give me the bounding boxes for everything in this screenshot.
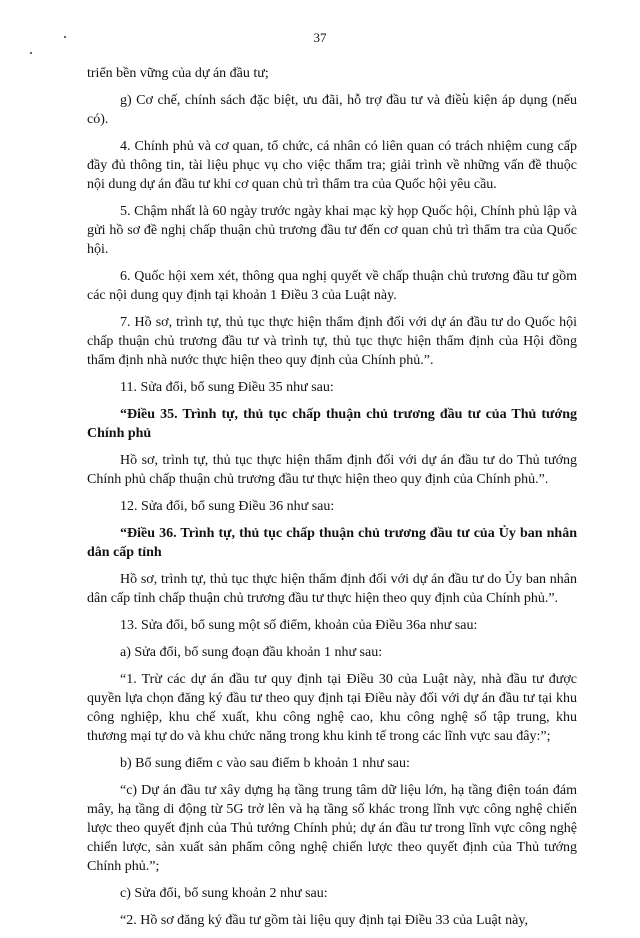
paragraph-13a-quote: “1. Trừ các dự án đầu tư quy định tại Điều 30 của Luật này, nhà đầu tư được quyền lựa chọn đăng ký đầu tư theo quy định tại Điều này đối với dự án đầu tư tại khu công nghiệp, khu chế xuất, khu công nghệ cao, khu công nghệ số tập trung, khu thương mại tự do và khu chức năng trong khu kinh tế trong các lĩnh vực sau đây:”; [87, 672, 577, 744]
paragraph-art36-title: “Điều 36. Trình tự, thủ tục chấp thuận chủ trương đầu tư của Ủy ban nhân dân cấp tỉnh [87, 526, 577, 560]
paragraph-g: g) Cơ chế, chính sách đặc biệt, ưu đãi, hỗ trợ đầu tư và điều kiện áp dụng (nếu có). [87, 93, 577, 127]
paragraph-13c-quote: “2. Hồ sơ đăng ký đầu tư gồm tài liệu quy định tại Điều 33 của Luật này, [120, 913, 528, 928]
paragraph-13c: c) Sửa đổi, bổ sung khoản 2 như sau: [120, 886, 328, 901]
paragraph-art36-body: Hồ sơ, trình tự, thủ tục thực hiện thẩm định đối với dự án đầu tư do Ủy ban nhân dân cấp tỉnh chấp thuận chủ trương đầu tư thực hiện theo quy định của Chính phủ.”. [87, 572, 577, 606]
paragraph-13b: b) Bổ sung điểm c vào sau điểm b khoản 1 như sau: [120, 756, 410, 771]
paragraph-13b-quote: “c) Dự án đầu tư xây dựng hạ tầng trung tâm dữ liệu lớn, hạ tầng điện toán đám mây, hạ tầng di động từ 5G trở lên và hạ tầng số khác trong lĩnh vực công nghệ chiến lược theo quyết định của Thủ tướng Chính phủ; dự án đầu tư trong lĩnh vực công nghệ chiến lược, sản xuất sản phẩm công nghệ chiến lược theo quyết định của Thủ tướng Chính phủ.”; [87, 783, 577, 874]
paragraph-13: 13. Sửa đổi, bổ sung một số điểm, khoản của Điều 36a như sau: [120, 618, 478, 633]
paragraph-12: 12. Sửa đổi, bổ sung Điều 36 như sau: [120, 499, 335, 514]
paragraph-continued: triển bền vững của dự án đầu tư; [87, 66, 269, 81]
paragraph-4: 4. Chính phủ và cơ quan, tổ chức, cá nhân có liên quan có trách nhiệm cung cấp đầy đủ thông tin, tài liệu phục vụ cho việc thẩm tra; giải trình về những vấn đề thuộc nội dung dự án đầu tư khi cơ quan chủ trì thẩm tra của Quốc hội yêu cầu. [87, 139, 577, 192]
paragraph-art35-title: “Điều 35. Trình tự, thủ tục chấp thuận chủ trương đầu tư của Thủ tướng Chính phủ [87, 407, 577, 441]
paragraph-6: 6. Quốc hội xem xét, thông qua nghị quyết về chấp thuận chủ trương đầu tư gồm các nội dung quy định tại khoản 1 Điều 3 của Luật này. [87, 269, 577, 303]
scan-speck [64, 36, 66, 38]
paragraph-5: 5. Chậm nhất là 60 ngày trước ngày khai mạc kỳ họp Quốc hội, Chính phủ lập và gửi hồ sơ đề nghị chấp thuận chủ trương đầu tư đến cơ quan chủ trì thẩm tra của Quốc hội. [87, 204, 577, 257]
paragraph-7: 7. Hồ sơ, trình tự, thủ tục thực hiện thẩm định đối với dự án đầu tư do Quốc hội chấp thuận chủ trương đầu tư và trình tự, thủ tục thực hiện thẩm định của Hội đồng thẩm định nhà nước thực hiện theo quy định của Chính phủ.”. [87, 315, 577, 368]
paragraph-art35-body: Hồ sơ, trình tự, thủ tục thực hiện thẩm định đối với dự án đầu tư do Thủ tướng Chính phủ chấp thuận chủ trương đầu tư thực hiện theo quy định của Chính phủ.”. [87, 453, 577, 487]
page-number: 37 [313, 30, 327, 45]
paragraph-13a: a) Sửa đổi, bổ sung đoạn đầu khoản 1 như sau: [120, 645, 383, 660]
scan-speck [30, 52, 32, 54]
paragraph-11: 11. Sửa đổi, bổ sung Điều 35 như sau: [120, 380, 334, 395]
document-body [87, 64, 577, 938]
